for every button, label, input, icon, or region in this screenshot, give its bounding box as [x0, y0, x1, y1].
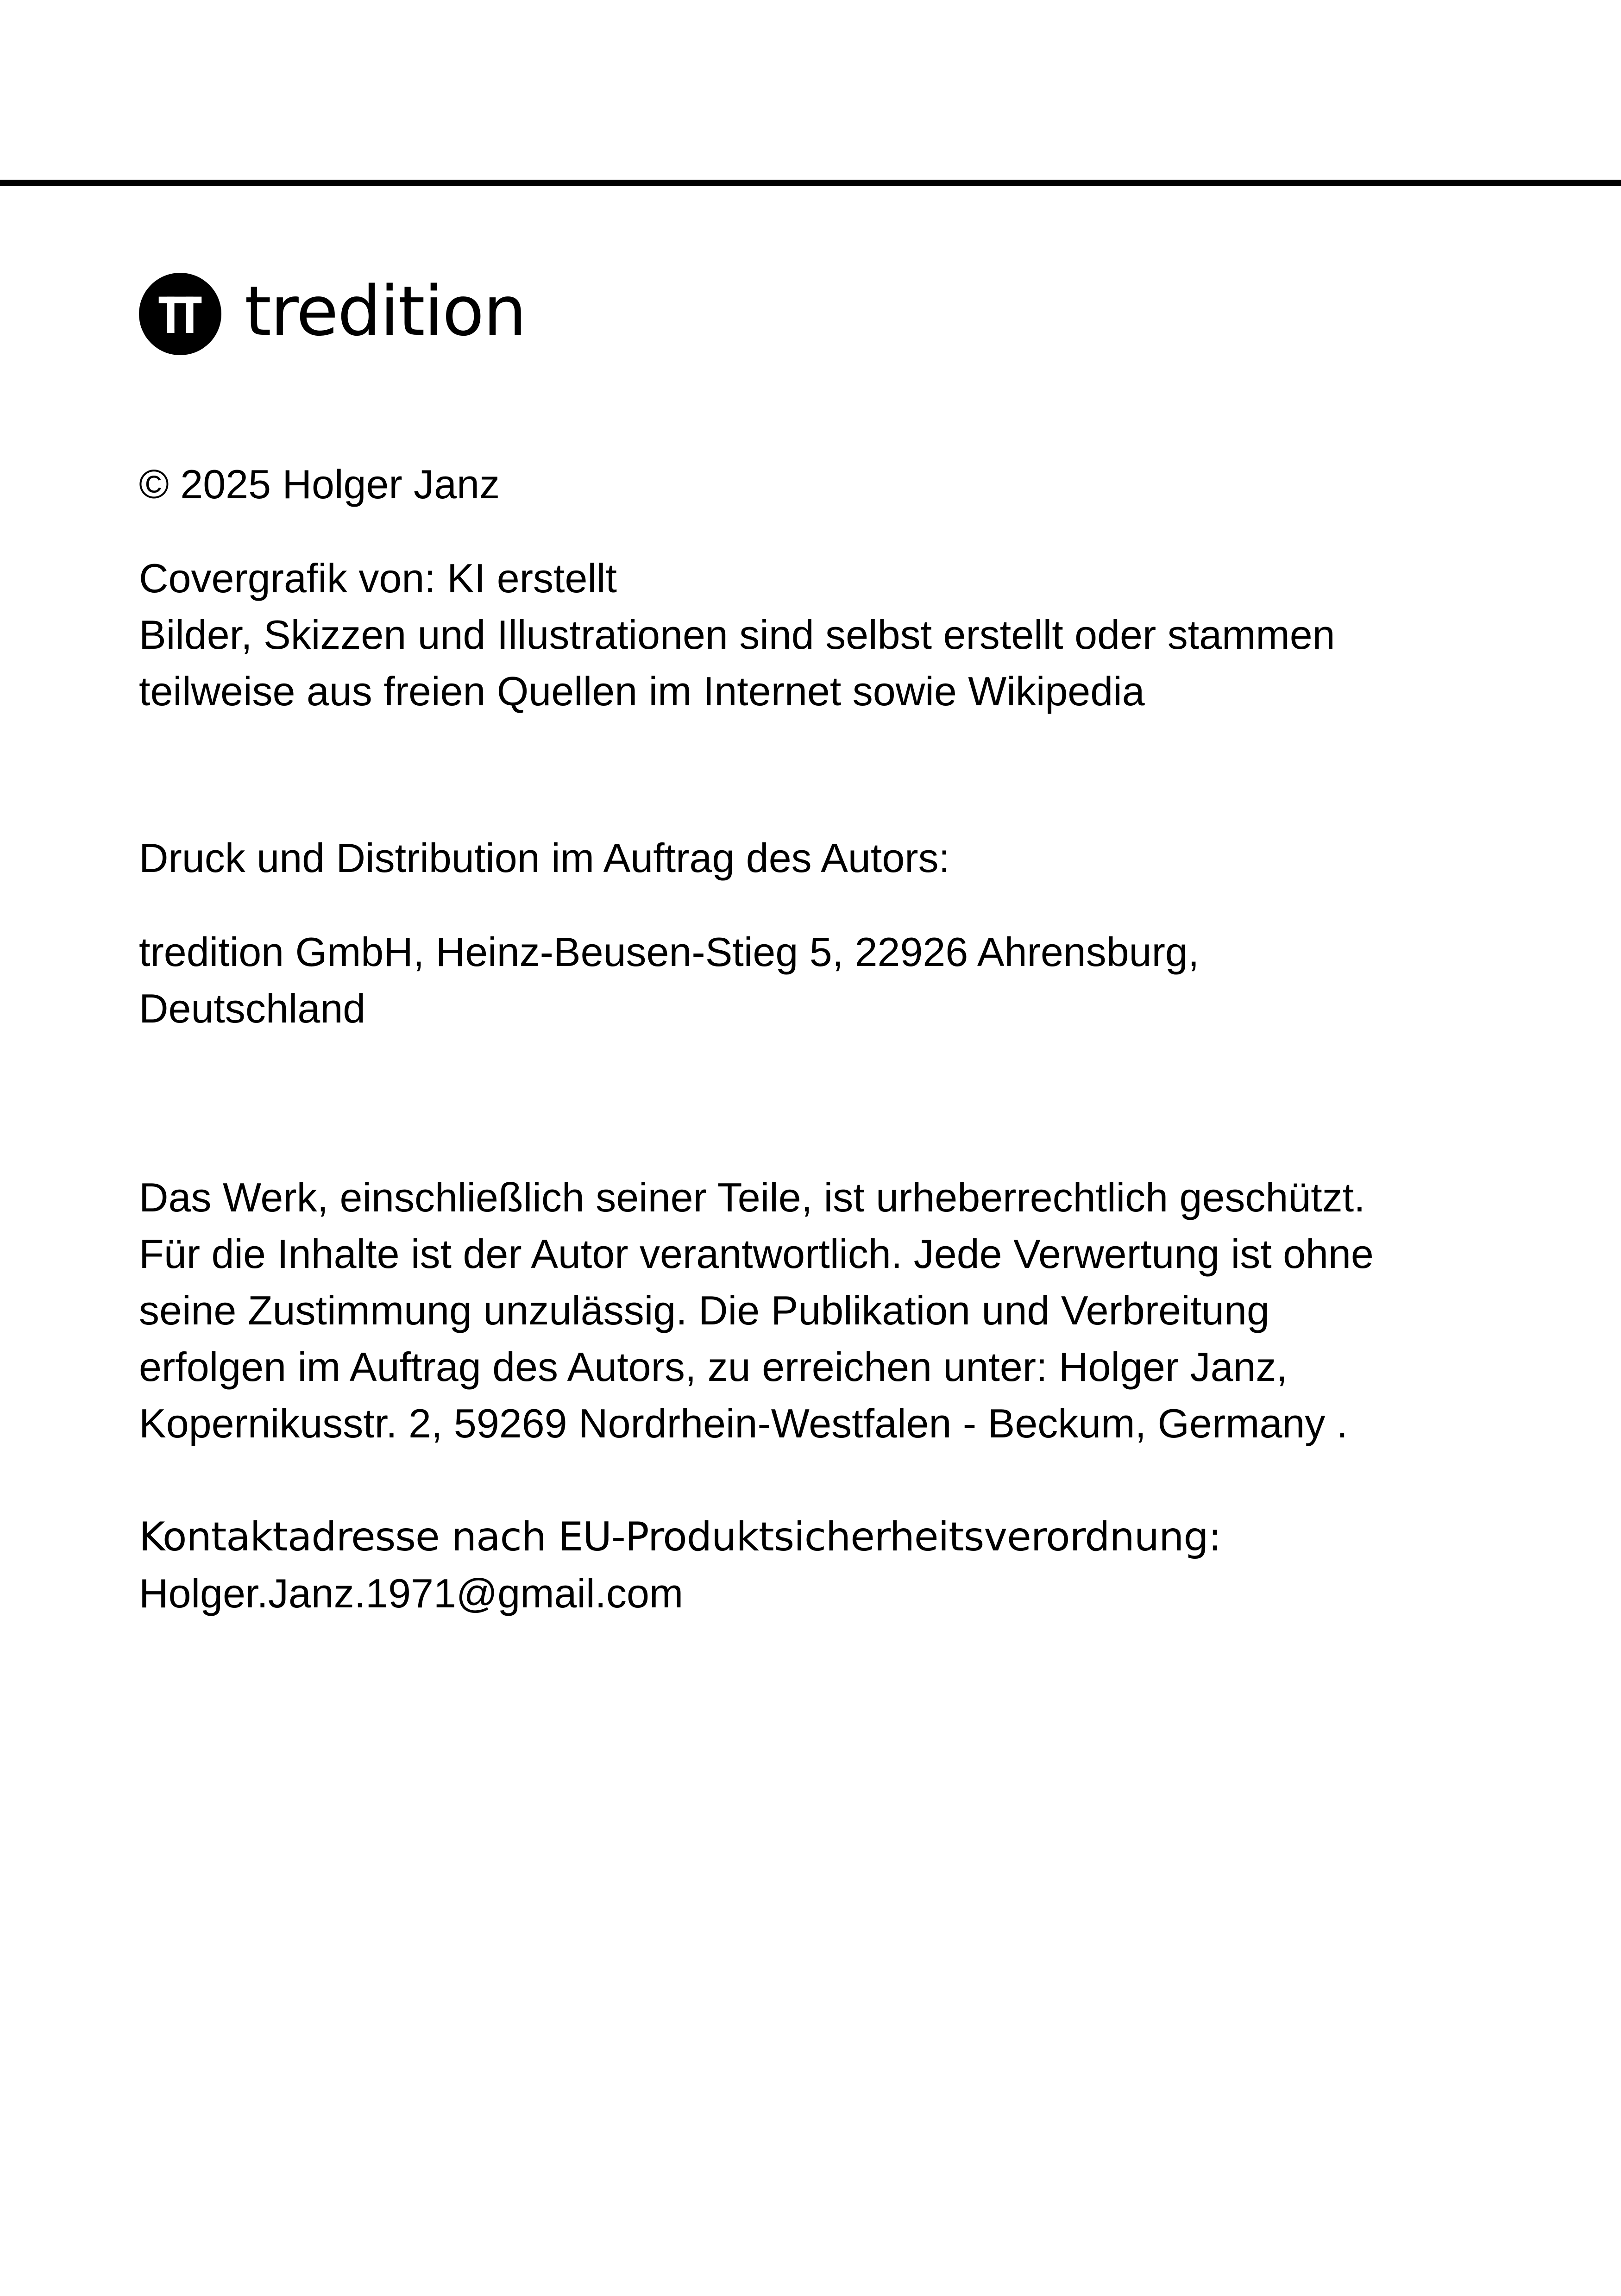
- publisher-address: [139, 924, 1199, 1037]
- legal-line-4: erfolgen im Auftrag des Autors, zu erreichen unter: Holger Janz,: [139, 1344, 1288, 1390]
- copyright-line: © 2025 Holger Janz: [139, 461, 500, 507]
- images-credit-line-1: Bilder, Skizzen und Illustrationen sind selbst erstellt oder stammen: [139, 612, 1335, 658]
- logo-wordmark: tredition: [245, 271, 526, 351]
- contact-block: [139, 1509, 1221, 1622]
- images-credit-line-2: teilweise aus freien Quellen im Internet sowie Wikipedia: [139, 668, 1145, 714]
- cover-credit: Covergrafik von: KI erstellt: [139, 555, 617, 601]
- contact-label: Kontaktadresse nach EU-Produktsicherheitsverordnung:: [139, 1514, 1221, 1560]
- copyright-notice: [139, 456, 500, 513]
- contact-email: Holger.Janz.1971@gmail.com: [139, 1570, 684, 1616]
- publisher-address-line-2: Deutschland: [139, 985, 366, 1031]
- legal-line-1: Das Werk, einschließlich seiner Teile, ist urheberrechtlich geschützt.: [139, 1174, 1365, 1220]
- tredition-logo-icon: [139, 273, 221, 355]
- legal-line-5: Kopernikusstr. 2, 59269 Nordrhein-Westfalen - Beckum, Germany .: [139, 1400, 1348, 1446]
- publisher-address-line-1: tredition GmbH, Heinz-Beusen-Stieg 5, 22926 Ahrensburg,: [139, 929, 1200, 975]
- top-divider: [0, 180, 1621, 186]
- distribution-heading: Druck und Distribution im Auftrag des Autors:: [139, 835, 950, 881]
- legal-line-2: Für die Inhalte ist der Autor verantwortlich. Jede Verwertung ist ohne: [139, 1231, 1374, 1277]
- credits-block: [139, 550, 1335, 720]
- legal-notice: [139, 1169, 1374, 1452]
- distribution-heading-block: [139, 830, 950, 886]
- publisher-logo: [139, 271, 526, 357]
- legal-line-3: seine Zustimmung unzulässig. Die Publikation und Verbreitung: [139, 1287, 1269, 1333]
